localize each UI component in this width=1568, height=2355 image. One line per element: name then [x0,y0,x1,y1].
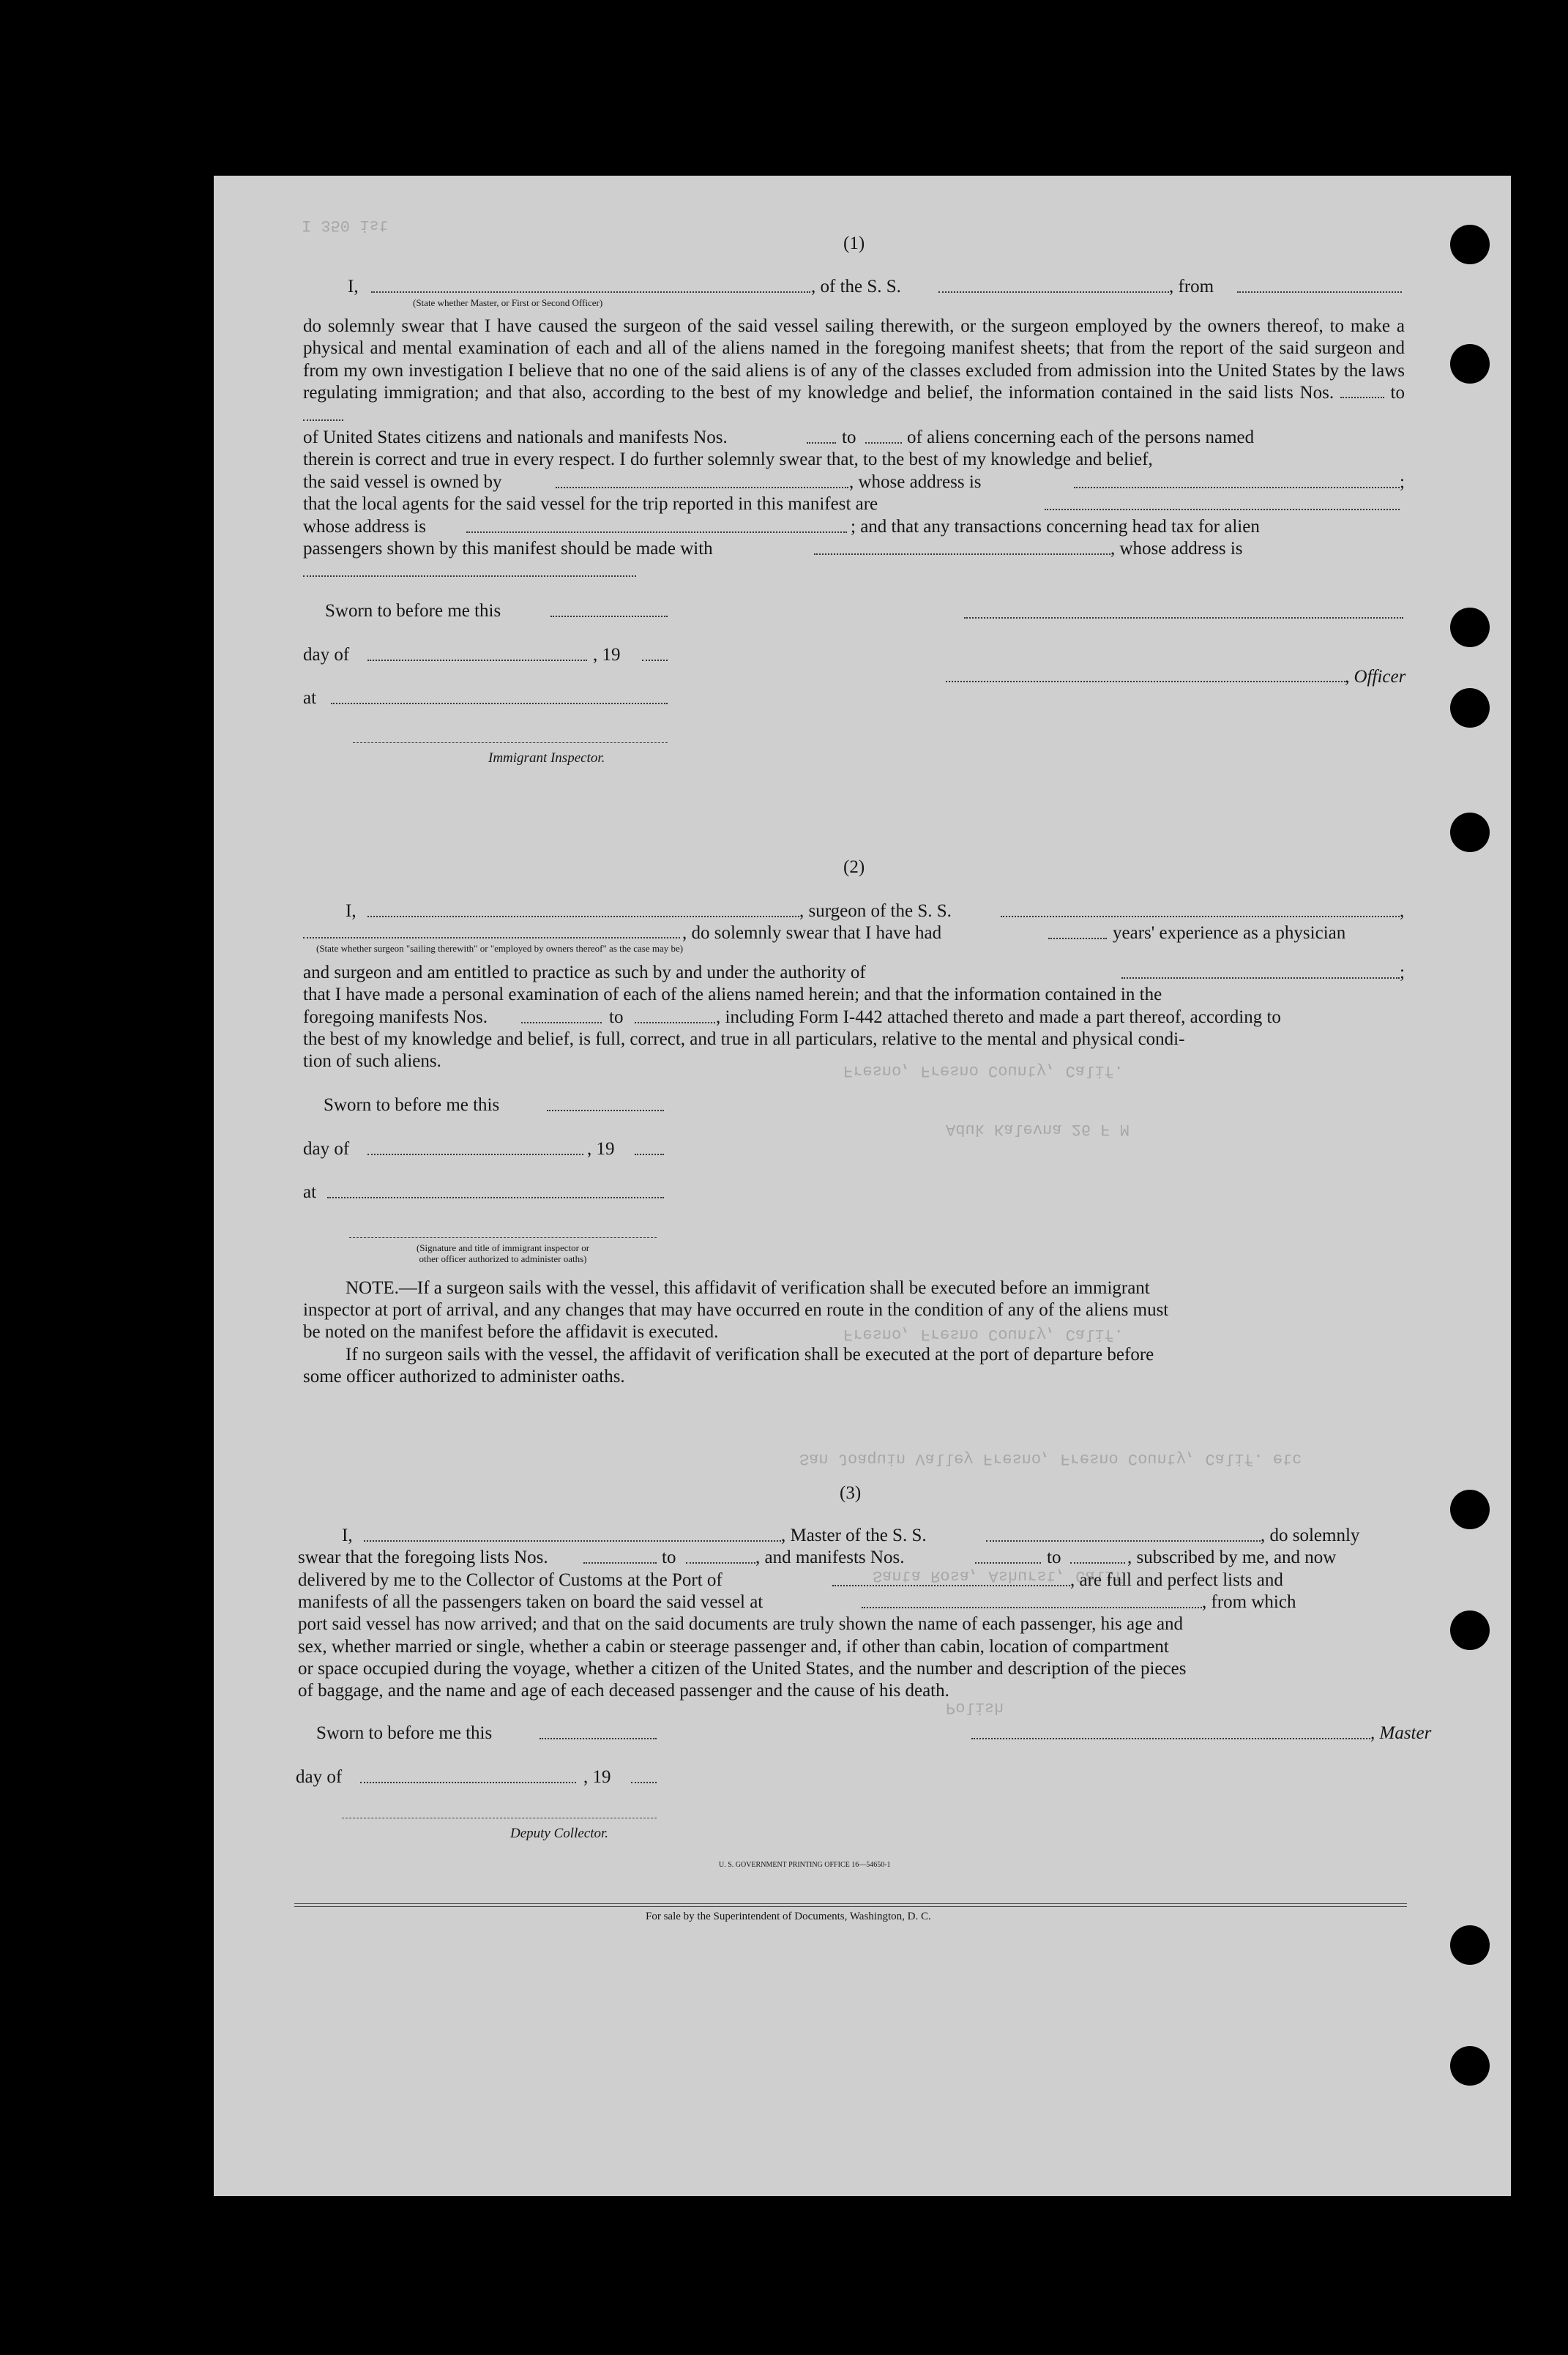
text-line: of United States citizens and nationals and manifests Nos. [303,428,728,447]
text-line: manifests of all the passengers taken on board the said vessel at [298,1592,764,1612]
text-line: , do solemnly swear that I have had [682,923,942,943]
at-place-field[interactable] [331,703,668,704]
at-label: at [303,688,317,708]
master-label: , Master [1370,1723,1432,1743]
manifest-to-field[interactable] [865,442,902,444]
text-line: the said vessel is owned by [303,472,502,492]
deputy-caption: Deputy Collector. [510,1826,609,1841]
text-line: sex, whether married or single, whether a cabin or steerage passenger and, if other than cabin, location of compartment [298,1637,1169,1657]
note-line: some officer authorized to administer oaths. [303,1367,625,1386]
text-line: of aliens concerning each of the persons named [907,428,1255,447]
punch-hole [1450,608,1490,647]
sworn-date-field[interactable] [540,1738,657,1739]
head-tax-address-field[interactable] [303,575,636,577]
bleed-through-text: Polish [946,1698,1004,1717]
day-of-field[interactable] [360,1782,576,1783]
surgeon-vessel-field[interactable] [1001,916,1400,917]
paragraph-text: do solemnly swear that I have caused the surgeon of the said vessel sailing therewith, or the surgeon employed by the owners thereof, to make a physical and mental examination of each and all of the aliens named in the foregoing manifest sheets; that from the report of the said surgeon and from my own investigation I believe that no one of the said aliens is of any of the classes excluded from admission into the United States by the laws regulating immigration; and that also, according to the best of my knowledge and belief, the information contained in the said lists Nos. [303,316,1405,403]
text-line: that I have made a personal examination of each of the aliens named herein; and that the information contained in the [303,985,1162,1004]
punch-hole [1450,688,1490,728]
embarkation-port-field[interactable] [862,1607,1202,1608]
i-label: I, [342,1526,353,1545]
day-of-label: day of [303,645,350,665]
text-line: , from which [1202,1592,1296,1612]
bleed-through-text: Fresno, Fresno County, Calif. [843,1061,1124,1080]
section-number: (1) [843,234,865,253]
text-line: whose address is [303,517,427,537]
officer-rank-field[interactable] [371,291,810,293]
sworn-label: Sworn to before me this [316,1723,493,1743]
manifests-from-field[interactable] [975,1562,1041,1564]
text-line: the best of my knowledge and belief, is full, correct, and true in all particulars, relative to the mental and physical condi- [303,1029,1185,1049]
agents-field[interactable] [1045,509,1400,510]
bleed-through-text: San Joaquin Valley Fresno, Fresno County, Calif. etc [799,1449,1302,1468]
text-line: tion of such aliens. [303,1051,441,1071]
text-line: that the local agents for the said vessel for the trip reported in this manifest are [303,494,878,514]
printing-office-note: U. S. GOVERNMENT PRINTING OFFICE 16—54650-1 [719,1861,891,1869]
day-of-field[interactable] [367,660,587,661]
vessel-name-field[interactable] [938,291,1169,293]
note-line: NOTE.—If a surgeon sails with the vessel, this affidavit of verification shall be executed before an immigrant [346,1278,1150,1298]
i-label: I, [346,901,356,921]
text-line: of baggage, and the name and age of each deceased passenger and the cause of his death. [298,1681,949,1701]
do-solemnly-label: , do solemnly [1261,1526,1360,1545]
punch-hole [1450,2046,1490,2086]
note-line: be noted on the manifest before the affidavit is executed. [303,1322,719,1342]
lists-to-field[interactable] [686,1562,755,1564]
text-line: swear that the foregoing lists Nos. [298,1548,548,1567]
year-label: , 19 [593,645,621,665]
note-line: inspector at port of arrival, and any changes that may have occurred en route in the condition of any of the aliens must [303,1300,1169,1320]
bleed-through-text: Santa Rosa, Ashurst, Calif. [873,1567,1134,1585]
from-port-field[interactable] [1237,291,1402,293]
year-field[interactable] [635,1154,664,1155]
text-line: to [609,1007,624,1027]
lists-from-field[interactable] [583,1562,657,1564]
officer-label: , Officer [1345,667,1406,687]
manifest-from-field[interactable] [807,442,836,444]
text-line: to [842,428,856,447]
text-line: , are full and perfect lists and [1070,1570,1283,1590]
punch-hole [1450,813,1490,852]
at-place-field[interactable] [327,1197,664,1198]
officer-signature-field[interactable] [964,617,1403,619]
punch-hole [1450,1925,1490,1965]
section-number: (3) [840,1483,862,1503]
text-line: foregoing manifests Nos. [303,1007,488,1027]
field-caption: (State whether surgeon "sailing therewith" or "employed by owners thereof" as the case may be) [316,943,684,954]
port-field[interactable] [832,1585,1070,1586]
footer-rule [294,1906,1407,1907]
day-of-field[interactable] [367,1154,583,1155]
footer-rule [294,1903,1407,1904]
manifests-to-field[interactable] [1070,1562,1125,1564]
surgeon-name-field[interactable] [367,916,799,917]
text-line: delivered by me to the Collector of Customs at the Port of [298,1570,723,1590]
year-label: , 19 [583,1767,611,1787]
text-line: and surgeon and am entitled to practice as such by and under the authority of [303,963,866,982]
text-line: to [1047,1548,1061,1567]
punch-hole [1450,1490,1490,1529]
day-of-label: day of [303,1139,350,1159]
officer-title-field[interactable] [946,681,1348,682]
note-line: If no surgeon sails with the vessel, the affidavit of verification shall be executed at the port of departure before [346,1345,1154,1365]
day-of-label: day of [296,1767,343,1787]
master-signature-field[interactable] [971,1738,1370,1739]
text-line: therein is correct and true in every respect. I do further solemnly swear that, to the best of my knowledge and belief, [303,449,1153,469]
punch-hole [1450,1611,1490,1650]
footer-text: For sale by the Superintendent of Documents, Washington, D. C. [646,1911,931,1922]
years-field[interactable] [1048,938,1107,939]
text-line: , whose address is [849,472,982,492]
text-line: , and manifests Nos. [755,1548,905,1567]
sworn-label: Sworn to before me this [324,1095,500,1115]
signature-caption: (Signature and title of immigrant inspector or other officer authorized to administer oaths) [416,1242,590,1264]
surgeon-of-label: , surgeon of the S. S. [799,901,952,921]
owner-field[interactable] [556,487,848,488]
year-field[interactable] [631,1782,657,1783]
text-line: , subscribed by me, and now [1127,1548,1337,1567]
signature-line[interactable] [349,1237,657,1238]
text-line: passengers shown by this manifest should be made with [303,539,713,559]
bleed-through-text: Aduk Kalevna 26 F M [946,1120,1130,1138]
year-field[interactable] [642,660,668,661]
owner-address-field[interactable] [1074,487,1400,488]
agents-address-field[interactable] [466,531,847,533]
punch-hole [1450,225,1490,264]
inspector-signature-line[interactable] [353,742,668,743]
text-line: port said vessel has now arrived; and that on the said documents are truly shown the name of each passenger, his age and [298,1614,1184,1634]
head-tax-contact-field[interactable] [814,553,1110,555]
text-line: or space occupied during the voyage, whether a citizen of the United States, and the number and description of the pieces [298,1659,1187,1679]
master-of-label: , Master of the S. S. [781,1526,927,1545]
text-line: ; and that any transactions concerning head tax for alien [851,517,1260,537]
section-number: (2) [843,857,865,877]
sworn-label: Sworn to before me this [325,601,501,621]
bleed-through-text: I 350 ist [302,216,389,234]
of-ss-label: , of the S. S. [811,277,901,296]
document-page: I 350 ist Fresno, Fresno County, Calif. Aduk Kalevna 26 F M Fresno, Fresno County, Calif. San Joaquin Valley Fresno, Fresno County, Calif. etc Santa Rosa, Ashurst, Calif. Polish (1) I, , of the S. S. , from (State whether Master, or First or Second Officer) do solemnly swear that I have caused the surgeon of the said vessel sailing therewith, or the surgeon employed by the owners thereof, to make a physical and mental examination of each and all of the aliens named in the foregoing manifest sheets; that from the report of the said surgeon and from my own investigation I believe that no one of the said aliens is of any of the classes excluded from admission into the United States by the laws regulating immigration; and that also, according to the best of my knowledge and belief, the information contained in the said lists Nos. to of United States citizens and nationals and manifests Nos. to of aliens concerning each of the persons named therein is correct and true in every respect. I do further solemnly swear that, to the best of my knowledge and belief, the said vessel is owned by , whose address is ; that the local agents for the said vessel for the trip reported in this manifest are whose address is ; and that any transactions concerning head tax for alien passengers shown by this manifest should be made with , whose address is Sworn to before me this day of , 19 , Officer at Immigrant Inspector. (2) I, , surgeon of the S. S. , , do solemnly swear that I have had years' experience as a physician (State whether surgeon "sailing therewith" or "employed by owners thereof" as the case may be) and surgeon and am entitled to practice as such by and under the authority of ; that I have made a personal examination of each of the aliens named herein; and that the information contained in the foregoing manifests Nos. to , including Form I-442 attached thereto and made a part thereof, according to the best of my knowledge and belief, is full, correct, and true in all particulars, relative to the mental and physical condi- tion of such aliens. Sworn to before me this day of , 19 at (Signature and title of immigrant inspector or other officer authorized to administer oaths) NOTE.—If a surgeon sails with the vessel, this affidavit of verification shall be executed before an immigrant inspector at port of arrival, and any changes that may have occurred en route in the condition of any of the aliens must be noted on the manifest before the affidavit is executed. If no surgeon sails with the vessel, the affidavit of verification shall be executed at the port of departure before some officer authorized to administer oaths. (3) I, , Master of the S. S. , do solemnly swear that the foregoing lists Nos. to , and manifests Nos. to , subscribed by me, and now delivered by me to the Collector of Customs at the Port of , are full and perfect lists and manifests of all the passengers taken on board the said vessel at , from which port said vessel has now arrived; and that on the said documents are truly shown the name of each passenger, his age and sex, whether married or single, whether a cabin or steerage passenger and, if other than cabin, location of compartment or space occupied during the voyage, whether a citizen of the United States, and the number and description of the pieces of baggage, and the name and age of each deceased passenger and the cause of his death. Sworn to before me this , Master day of , 19 Deputy Collector. U. S. GOVERNMENT PRINTING OFFICE 16—54650-1 For sale by the Superintendent of Documents, Washington, D. C. [214,176,1511,2196]
from-label: , from [1169,277,1214,296]
text-line: , including Form I-442 attached thereto and made a part thereof, according to [716,1007,1281,1027]
inspector-caption: Immigrant Inspector. [488,750,605,766]
sworn-date-field[interactable] [550,616,668,617]
text-line: to [662,1548,676,1567]
authority-field[interactable] [1121,977,1400,979]
bleed-through-text: Fresno, Fresno County, Calif. [843,1325,1124,1343]
surgeon-status-field[interactable] [303,937,680,938]
manifests-from-field[interactable] [521,1022,602,1023]
year-label: , 19 [587,1139,615,1159]
field-caption: (State whether Master, or First or Second Officer) [413,297,603,308]
i-label: I, [348,277,359,296]
master-name-field[interactable] [364,1540,781,1542]
text-line: , whose address is [1110,539,1243,559]
affidavit-paragraph: do solemnly swear that I have caused the surgeon of the said vessel sailing therewith, or the surgeon employed by the owners thereof, to make a physical and mental examination of each and all of the aliens named in the foregoing manifest sheets; that from the report of the said surgeon and from my own investigation I believe that no one of the said aliens is of any of the classes excluded from admission into the United States by the laws regulating immigration; and that also, according to the best of my knowledge and belief, the information contained in the said lists Nos. to [303,316,1405,427]
text-line: years' experience as a physician [1113,923,1346,943]
punch-hole [1450,344,1490,384]
at-label: at [303,1182,317,1202]
manifests-to-field[interactable] [635,1022,715,1023]
sworn-date-field[interactable] [547,1110,664,1111]
master-vessel-field[interactable] [986,1540,1261,1542]
